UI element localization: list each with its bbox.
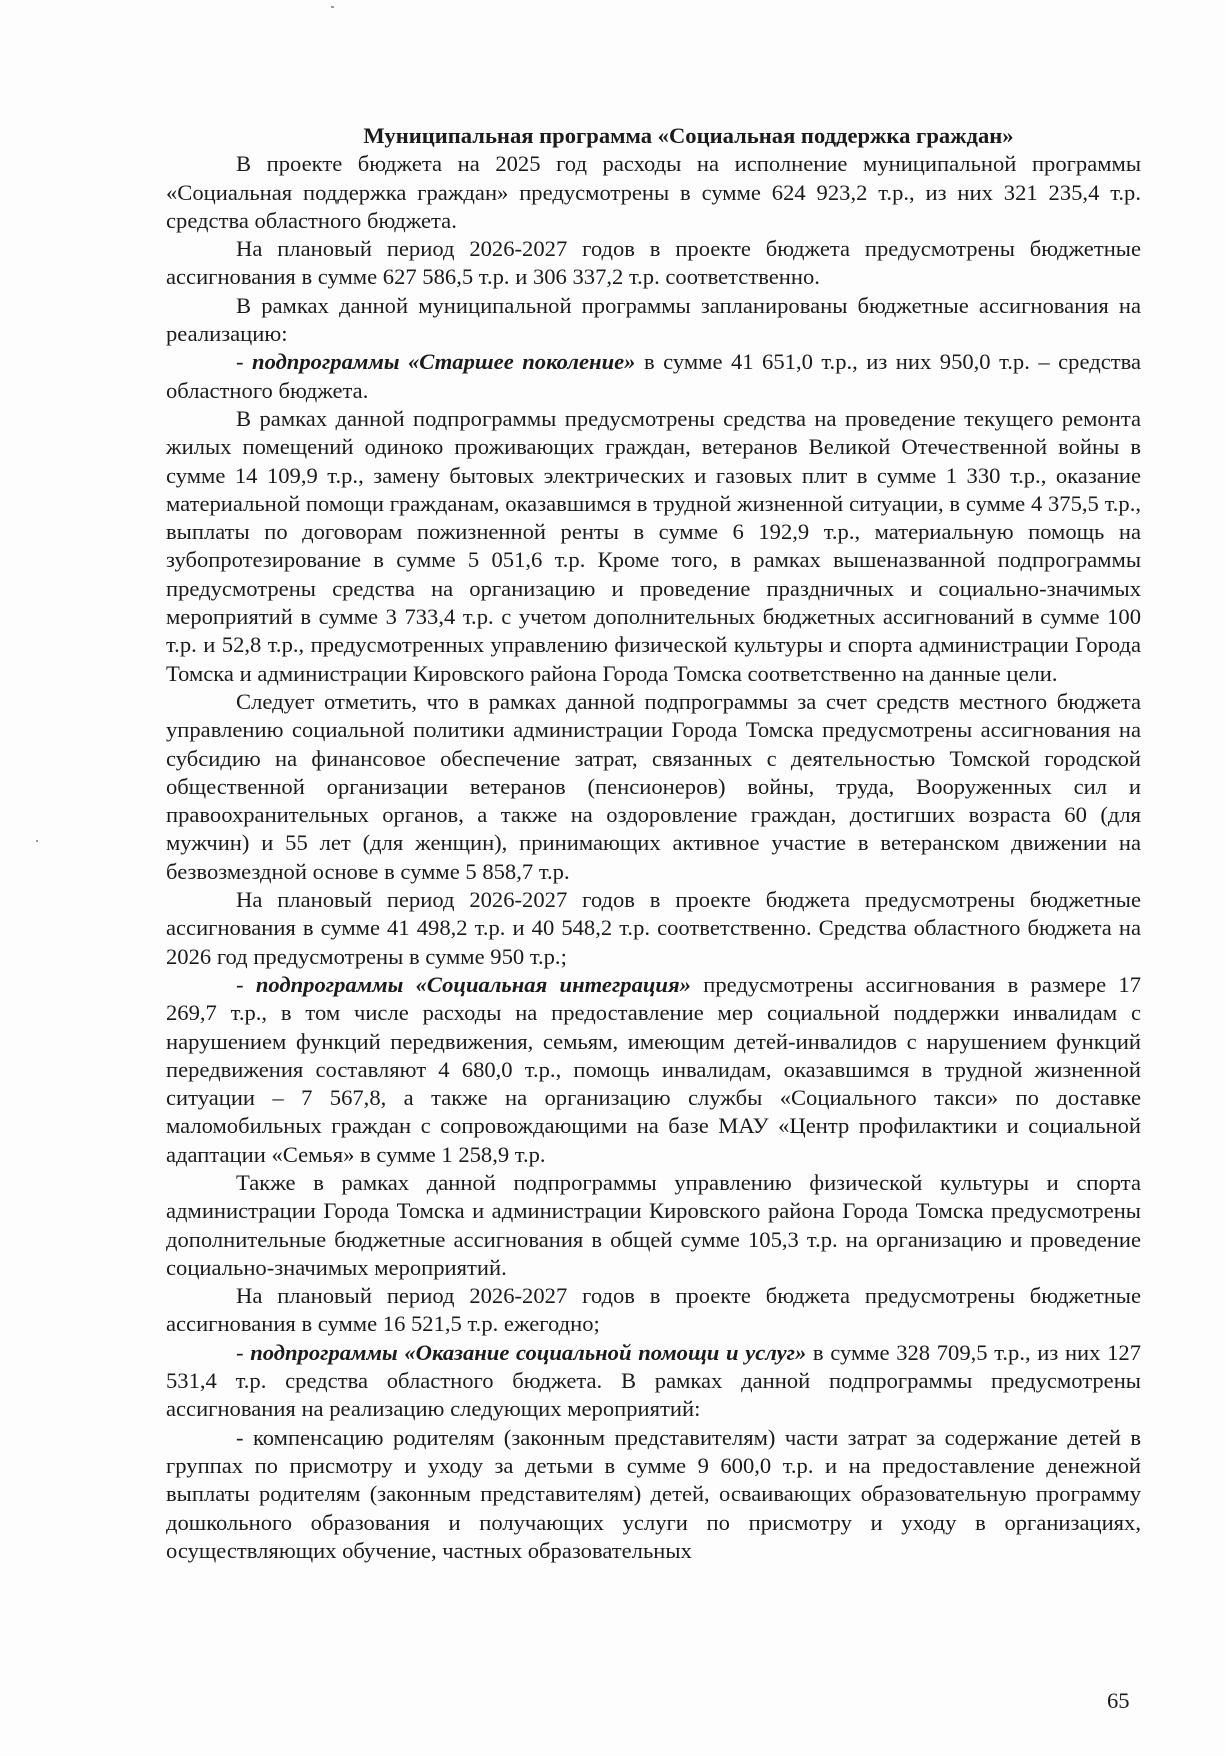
document-body: [166, 122, 1141, 1565]
paragraph-text: в сумме 328 709,5 т.р., из них 127 531,4 т.р. средства областного бюджета. В рамках данной подпрограммы предусмотрены ассигнования на реализацию следующих мероприятий:: [166, 1339, 1141, 1422]
subprogram-name: подпрограммы «Социальная интеграция»: [255, 971, 691, 997]
paragraph: В рамках данной муниципальной программы запланированы бюджетные ассигнования на реализацию:: [166, 292, 1141, 347]
scan-speck: [36, 840, 38, 842]
subprogram-name: подпрограммы «Оказание социальной помощи и услуг»: [250, 1339, 807, 1365]
subprogram-name: подпрограммы «Старшее поколение»: [252, 349, 636, 375]
paragraph: На плановый период 2026-2027 годов в проекте бюджета предусмотрены бюджетные ассигнования в сумме 627 586,5 т.р. и 306 337,2 т.р. соответственно.: [166, 236, 1141, 290]
paragraph: Также в рамках данной подпрограммы управлению физической культуры и спорта администрации Города Томска и администрации Кировского района Города Томска предусмотрены дополнительные бюджетные ассигнования в общей сумме 105,3 т.р. на организацию и проведение социально-значимых мероприятий.: [166, 1169, 1141, 1280]
page-title: Муниципальная программа «Социальная поддержка граждан»: [363, 123, 1014, 148]
paragraph: На плановый период 2026-2027 годов в проекте бюджета предусмотрены бюджетные ассигнования в сумме 16 521,5 т.р. ежегодно;: [166, 1283, 1141, 1337]
paragraph: - компенсацию родителям (законным представителям) части затрат за содержание детей в группах по присмотру и уходу за детьми в сумме 9 600,0 т.р. и на предоставление денежной выплаты родителям (законным представителям) детей, осваивающих образовательную программу дошкольного образования и получающих услуги по присмотру и уходу в организациях, осуществляющих обучение, частных образовательных: [166, 1424, 1141, 1563]
scan-speck: [331, 6, 334, 8]
list-dash: -: [236, 1339, 251, 1365]
paragraph-text: предусмотрены ассигнования в размере 17 269,7 т.р., в том числе расходы на предоставление мер социальной поддержки инвалидам с нарушением функций передвижения, семьям, имеющим детей-инвалидов с нарушением функций передвижения составляют 4 680,0 т.р., помощь инвалидам, оказавшимся в трудной жизненной ситуации – 7 567,8, а также на организацию службы «Социального такси» по доставке маломобильных граждан с сопровождающими на базе МАУ «Центр профилактики и социальной адаптации «Семья» в сумме 1 258,9 т.р.: [166, 971, 1141, 1167]
subprogram-paragraph: [166, 971, 1141, 1169]
list-dash: -: [236, 349, 253, 375]
paragraph: Следует отметить, что в рамках данной подпрограммы за счет средств местного бюджета управлению социальной политики администрации Города Томска предусмотрены ассигнования на субсидию на финансовое обеспечение затрат, связанных с деятельностью Томской городской общественной организации ветеранов (пенсионеров) войны, труда, Вооруженных сил и правоохранительных органов, а также на оздоровление граждан, достигших возраста 60 (для мужчин) и 55 лет (для женщин), принимающих активное участие в ветеранском движении на безвозмездной основе в сумме 5 858,7 т.р.: [166, 688, 1141, 884]
paragraph: В рамках данной подпрограммы предусмотрены средства на проведение текущего ремонта жилых помещений одиноко проживающих граждан, ветеранов Великой Отечественной войны в сумме 14 109,9 т.р., замену бытовых электрических и газовых плит в сумме 1 330 т.р., оказание материальной помощи гражданам, оказавшимся в трудной жизненной ситуации, в сумме 4 375,5 т.р., выплаты по договорам пожизненной ренты в сумме 6 192,9 т.р., материальную помощь на зубопротезирование в сумме 5 051,6 т.р. Кроме того, в рамках вышеназванной подпрограммы предусмотрены средства на организацию и проведение праздничных и социально-значимых мероприятий в сумме 3 733,4 т.р. с учетом дополнительных бюджетных ассигнований в сумме 100 т.р. и 52,8 т.р., предусмотренных управлению физической культуры и спорта администрации Города Томска и администрации Кировского района Города Томска соответственно на данные цели.: [166, 405, 1141, 686]
subprogram-paragraph: [166, 1339, 1141, 1424]
list-dash: -: [236, 971, 256, 997]
paragraph-text: в сумме 41 651,0 т.р., из них 950,0 т.р. – средства областного бюджета.: [166, 349, 1141, 403]
paragraph: В проекте бюджета на 2025 год расходы на исполнение муниципальной программы «Социальная поддержка граждан» предусмотрены в сумме 624 923,2 т.р., из них 321 235,4 т.р. средства областного бюджета.: [166, 151, 1141, 233]
paragraph: На плановый период 2026-2027 годов в проекте бюджета предусмотрены бюджетные ассигнования в сумме 41 498,2 т.р. и 40 548,2 т.р. соответственно. Средства областного бюджета на 2026 год предусмотрены в сумме 950 т.р.;: [166, 887, 1141, 969]
page-number: 65: [1107, 1688, 1130, 1713]
subprogram-paragraph: [166, 348, 1141, 405]
